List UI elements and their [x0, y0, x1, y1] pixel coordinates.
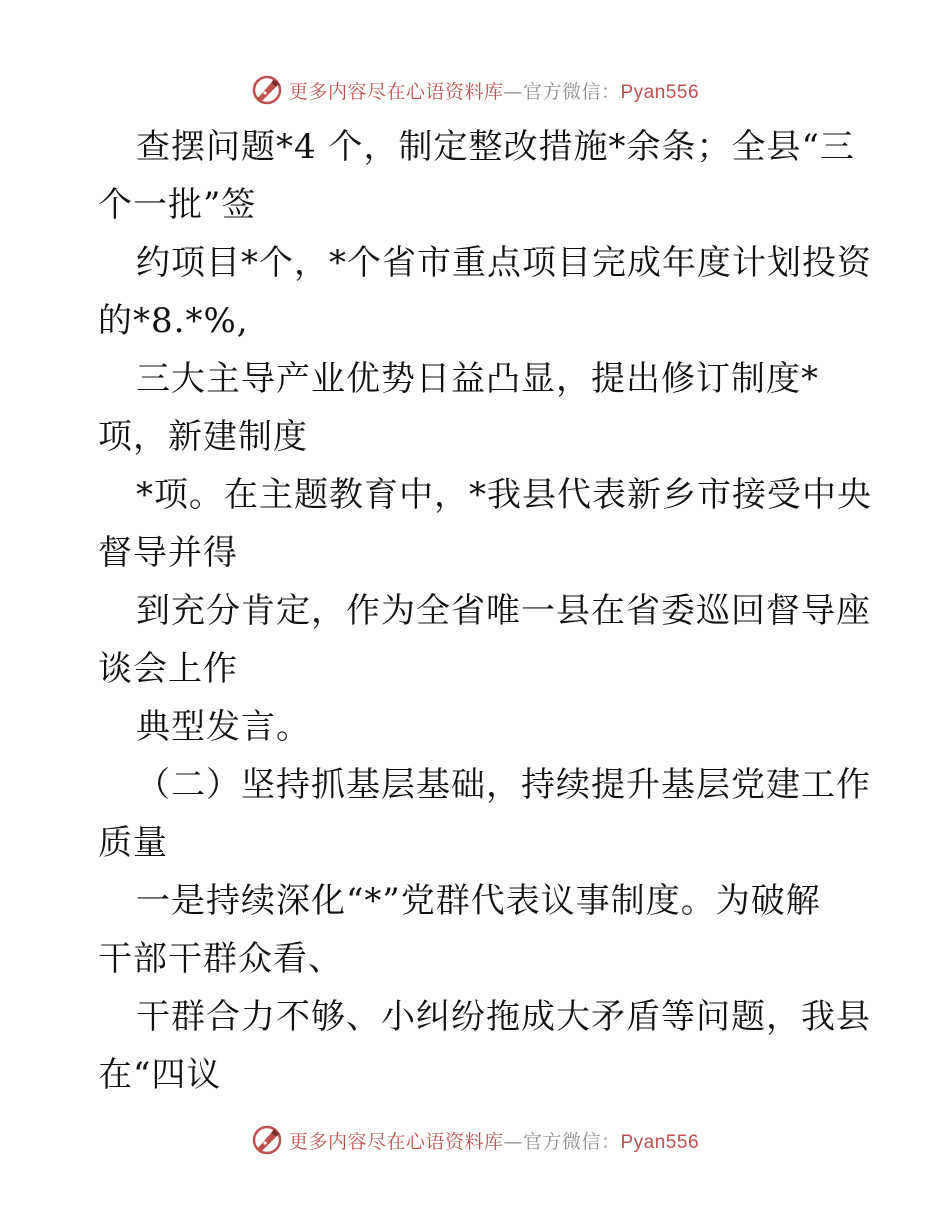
text-line: 的*8.*%,	[98, 301, 249, 341]
text-line: 干群合力不够、小纠纷拖成大矛盾等问题，我县	[136, 997, 871, 1037]
watermark-wechat-label: —官方微信：	[503, 80, 621, 103]
watermark-wechat-id: Pyan556	[620, 1131, 700, 1153]
watermark-wechat-label: —官方微信：	[503, 1130, 621, 1153]
text-line: 干部干群众看、	[98, 939, 343, 979]
text-line: （二）坚持抓基层基础，持续提升基层党建工作	[136, 765, 871, 805]
watermark-text	[289, 1127, 699, 1154]
text-line: 谈会上作	[98, 649, 238, 689]
watermark-text	[289, 77, 699, 104]
footer-watermark-banner	[0, 1120, 950, 1160]
text-line: 查摆问题*4 个，制定整改措施*余条；全县“三	[136, 127, 855, 167]
text-line: 督导并得	[98, 533, 238, 573]
document-body	[98, 118, 872, 1104]
text-line: 典型发言。	[136, 707, 311, 747]
pen-nib-logo-icon	[251, 74, 283, 106]
text-line: 三大主导产业优势日益凸显，提出修订制度*	[136, 359, 819, 399]
watermark-wechat-id: Pyan556	[620, 81, 700, 103]
text-line: 一是持续深化“*”党群代表议事制度。为破解	[136, 881, 821, 921]
text-line: 质量	[98, 823, 168, 863]
text-line: *项。在主题教育中，*我县代表新乡市接受中央	[136, 475, 872, 515]
text-line: 约项目*个，*个省市重点项目完成年度计划投资	[136, 243, 872, 283]
header-watermark-banner	[0, 70, 950, 110]
text-line: 项，新建制度	[98, 417, 308, 457]
pen-nib-logo-icon	[251, 1124, 283, 1156]
watermark-site-name: 更多内容尽在心语资料库	[288, 1130, 504, 1153]
text-line: 个一批”签	[98, 185, 257, 225]
text-line: 在“四议	[98, 1055, 222, 1095]
text-line: 到充分肯定，作为全省唯一县在省委巡回督导座	[136, 591, 871, 631]
watermark-site-name: 更多内容尽在心语资料库	[288, 80, 504, 103]
